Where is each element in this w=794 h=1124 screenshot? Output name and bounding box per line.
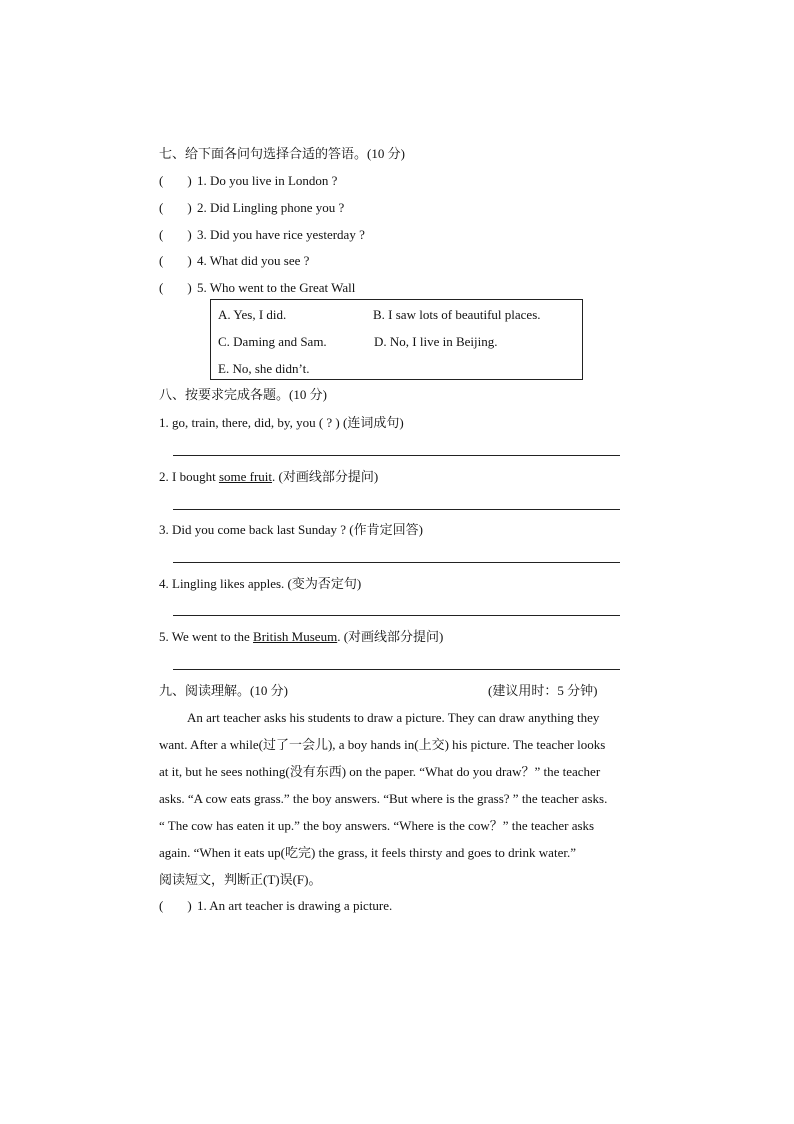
underlined-phrase: some fruit [218,469,273,484]
reading-passage [159,704,639,866]
option-d: D. No, I live in Beijing. [374,334,498,349]
section7-question-5 [159,280,355,296]
option-e: E. No, she didn’t. [218,361,310,376]
question-text: 1. Do you live in London ? [197,173,338,188]
answer-paren[interactable]: ( ) [159,227,192,242]
passage-line: asks. “A cow eats grass.” the boy answers. “But where is the grass? ” the teacher asks. [159,791,608,806]
section8-question-1: 1. go, train, there, did, by, you ( ? ) (连词成句) [159,415,404,430]
answer-paren[interactable]: ( ) [159,200,192,215]
section7-title: 七、给下面各问句选择合适的答语。(10 分) [159,146,405,161]
section8-question-2: 2. I bought some fruit. (对画线部分提问) [159,469,379,484]
passage-line: again. “When it eats up(吃完) the grass, it feels thirsty and goes to drink water.” [159,845,576,860]
section7-question-1 [159,173,337,189]
underlined-phrase: British Museum [253,629,338,644]
answer-line-5[interactable] [173,669,620,670]
passage-line: at it, but he sees nothing(没有东西) on the paper. “What do you draw？” the teacher [159,764,601,779]
section7-question-2 [159,200,344,216]
tf-item-1 [159,898,392,914]
option-b: B. I saw lots of beautiful places. [373,307,541,322]
answer-paren[interactable]: ( ) [159,173,192,188]
reading-instruction: 阅读短文，判断正(T)误(F)。 [159,872,322,887]
tf-statement: 1. An art teacher is drawing a picture. [197,898,393,913]
time-hint: (建议用时：5 分钟) [488,683,598,698]
answer-paren[interactable]: ( ) [159,898,192,913]
section8-question-5: 5. We went to the British Museum. (对画线部分提问) [159,629,444,644]
passage-line: want. After a while(过了一会儿), a boy hands in(上交) his picture. The teacher looks [159,737,606,752]
answer-line-3[interactable] [173,562,620,563]
question-text: 5. Who went to the Great Wall [197,280,356,295]
section9-title: 九、阅读理解。(10 分) [159,683,288,698]
answer-line-1[interactable] [173,455,620,456]
answer-line-4[interactable] [173,615,620,616]
section7-question-3 [159,227,365,243]
option-c: C. Daming and Sam. [218,334,327,349]
question-text: 2. Did Lingling phone you ? [197,200,345,215]
section8-title: 八、按要求完成各题。(10 分) [159,387,327,402]
answer-paren[interactable]: ( ) [159,280,192,295]
passage-line: “ The cow has eaten it up.” the boy answers. “Where is the cow？” the teacher asks [159,818,595,833]
option-a: A. Yes, I did. [218,307,287,322]
section8-question-4: 4. Lingling likes apples. (变为否定句) [159,576,362,591]
question-text: 3. Did you have rice yesterday ? [197,227,365,242]
question-text: 4. What did you see ? [197,253,310,268]
section8-question-3: 3. Did you come back last Sunday ? (作肯定回答) [159,522,423,537]
answer-line-2[interactable] [173,509,620,510]
answer-paren[interactable]: ( ) [159,253,192,268]
passage-line: An art teacher asks his students to draw a picture. They can draw anything they [187,710,600,725]
answer-options-box [210,299,583,380]
section7-question-4 [159,253,309,269]
